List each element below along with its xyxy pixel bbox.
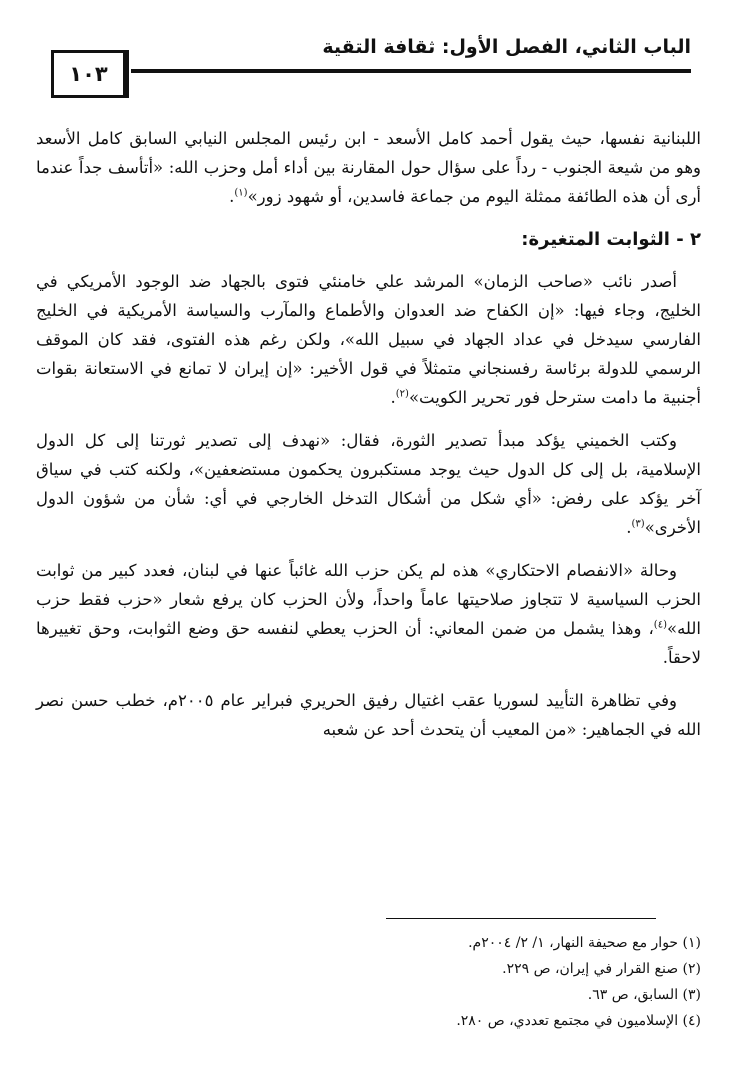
intro-paragraph: [36, 124, 701, 211]
chapter-title: الباب الثاني، الفصل الأول: ثقافة التقية: [322, 36, 691, 58]
header-rule: [131, 69, 691, 73]
paragraph-revolution-text: وكتب الخميني يؤكد مبدأ تصدير الثورة، فقال: «نهدف إلى تصدير ثورتنا إلى كل الدول الإسلامية، بل إلى كل الدول حيث يوجد مستكبرون يحكمون مستضعفين»، ولكنه كتب في سياق آخر يؤكد على رفض: «أي شكل من أشكال التدخل الخارجي في أي: شأن من شؤون الدول الأخرى»: [36, 431, 701, 537]
paragraph-hezbollah-text-b: ، وهذا يشمل من ضمن المعاني: أن الحزب يعطي لنفسه حق وضع الثوابت، وحق تغييرها لاحقاً.: [36, 619, 701, 667]
footnotes: [36, 930, 701, 1034]
footnote-rule: [386, 918, 656, 919]
paragraph-fatwa: [36, 267, 701, 412]
page-body: [36, 124, 701, 758]
paragraph-fatwa-text: أصدر نائب «صاحب الزمان» المرشد علي خامنئي فتوى بالجهاد ضد الوجود الأمريكي في الخليج، وجاء فيها: «إن الكفاح ضد العدوان والأطماع والمآرب والسياسة الأمريكية في الخليج الفارسي سيدخل في عداد الجهاد في سبيل الله»، ولكن رغم هذه الفتوى، فقد كان الموقف الرسمي للدولة برئاسة رفسنجاني متمثلاً في قول الأخير: «إن إيران لا تمانع في الاستعانة بقوات أجنبية ما دامت سترحل فور تحرير الكويت»: [36, 272, 701, 407]
section-heading: ٢ - الثوابت المتغيرة:: [521, 229, 701, 250]
footnote-ref-4: (٤): [653, 619, 667, 631]
intro-end: .: [229, 187, 235, 206]
paragraph-revolution: [36, 426, 701, 542]
page-number: ١٠٣: [51, 50, 129, 98]
footnote-ref-3: (٣): [631, 518, 645, 530]
paragraph-hezbollah-text-a: وحالة «الانفصام الاحتكاري» هذه لم يكن حزب الله غائباً عنها في لبنان، فعدد كبير من ثوابت الحزب السياسية لا تتجاوز صلاحيتها عاماً واحداً، ولأن الحزب كان يرفع شعار «حزب فقط حزب الله»: [36, 561, 701, 638]
footnote-ref-2: (٢): [395, 388, 409, 400]
footnote-ref-1: (١): [234, 187, 248, 199]
running-header: [51, 36, 691, 100]
period-2: .: [626, 518, 632, 537]
period-1: .: [390, 388, 396, 407]
paragraph-demonstration-text: وفي تظاهرة التأييد لسوريا عقب اغتيال رفيق الحريري فبراير عام ٢٠٠٥م، خطب حسن نصر الله في الجماهير: «من المعيب أن يتحدث أحد عن شعبه: [36, 691, 701, 739]
footnote-1: (١) حوار مع صحيفة النهار، ١/ ٢/ ٢٠٠٤م.: [468, 935, 701, 951]
paragraph-demonstration: [36, 686, 701, 744]
footnote-3: (٣) السابق، ص ٦٣.: [587, 987, 701, 1003]
footnote-4: (٤) الإسلاميون في مجتمع تعددي، ص ٢٨٠.: [456, 1013, 701, 1029]
footnote-2: (٢) صنع القرار في إيران، ص ٢٢٩.: [502, 961, 701, 977]
intro-text: اللبنانية نفسها، حيث يقول أحمد كامل الأسعد - ابن رئيس المجلس النيابي السابق كامل الأسعد وهو من شيعة الجنوب - رداً على سؤال حول المقارنة بين أداء أمل وحزب الله: «أتأسف جداً عندما أرى أن هذه الطائفة ممثلة اليوم من جماعة فاسدين، أو شهود زور»: [36, 129, 701, 206]
paragraph-hezbollah: [36, 556, 701, 672]
